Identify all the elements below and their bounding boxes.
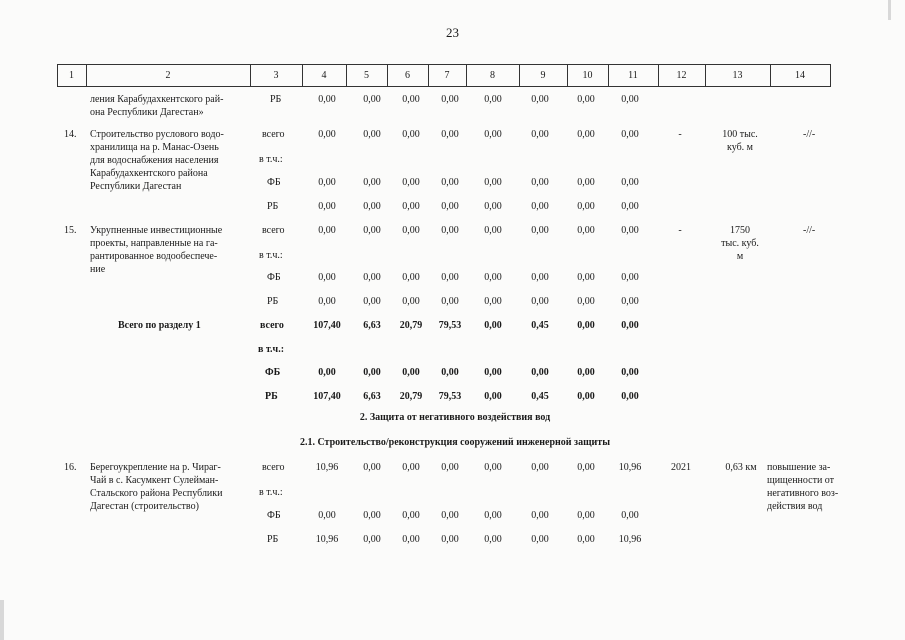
funding-label: в т.ч.: xyxy=(258,344,285,355)
funding-label: всего xyxy=(260,320,284,331)
value-cell: 0,00 xyxy=(577,225,595,236)
value-cell: 0,00 xyxy=(531,296,549,307)
value-cell: 0,00 xyxy=(531,367,549,378)
value-cell: 0,00 xyxy=(402,177,420,188)
value-cell: 0,00 xyxy=(363,225,381,236)
header-cell: 14 xyxy=(795,70,805,81)
scan-artifact xyxy=(888,0,891,20)
capacity-line: тыс. куб. xyxy=(721,238,759,249)
value-cell: 0,45 xyxy=(531,320,549,331)
value-cell: 0,00 xyxy=(531,201,549,212)
value-cell: 0,00 xyxy=(441,367,459,378)
value-cell: 0,00 xyxy=(363,177,381,188)
value-cell: 0,00 xyxy=(621,296,639,307)
value-cell: 0,00 xyxy=(484,534,502,545)
subsection-heading: 2.1. Строительство/реконструкция сооружений инженерной защиты xyxy=(299,437,611,448)
value-cell: 79,53 xyxy=(438,320,462,331)
value-cell: 0,00 xyxy=(484,272,502,283)
value-cell: 0,00 xyxy=(621,367,639,378)
value-cell: 0,00 xyxy=(577,177,595,188)
value-cell: 0,00 xyxy=(484,225,502,236)
value-cell: 0,00 xyxy=(484,320,502,331)
header-cell: 11 xyxy=(628,70,638,81)
value-cell: 0,00 xyxy=(484,201,502,212)
value-cell: 0,00 xyxy=(402,510,420,521)
col14-value: -//- xyxy=(803,129,816,140)
value-cell: 0,00 xyxy=(577,94,595,105)
total-title: Всего по разделу 1 xyxy=(118,320,201,331)
value-cell: 0,00 xyxy=(441,177,459,188)
funding-label: ФБ xyxy=(265,367,281,378)
description-line: рантированное водообеспече- xyxy=(90,251,218,262)
value-cell: 79,53 xyxy=(438,391,462,402)
value-cell: 0,00 xyxy=(577,320,595,331)
col12-value: - xyxy=(678,225,682,236)
description-line: Строительство руслового водо- xyxy=(90,129,224,140)
description-line: она Республики Дагестан» xyxy=(90,107,204,118)
header-cell: 6 xyxy=(405,70,410,81)
purpose-line: щищенности от xyxy=(767,475,835,486)
value-cell: 0,00 xyxy=(484,177,502,188)
value-cell: 0,00 xyxy=(621,272,639,283)
value-cell: 0,00 xyxy=(621,94,639,105)
description-line: хранилища на р. Манас-Озень xyxy=(90,142,219,153)
value-cell: 0,00 xyxy=(441,534,459,545)
funding-label: РБ xyxy=(265,391,278,402)
header-cell: 7 xyxy=(444,70,450,81)
value-cell: 0,00 xyxy=(441,296,459,307)
funding-label: ФБ xyxy=(267,272,281,283)
header-cell: 12 xyxy=(676,70,687,81)
funding-label: РБ xyxy=(270,94,282,105)
value-cell: 20,79 xyxy=(399,320,423,331)
value-cell: 0,00 xyxy=(363,129,381,140)
value-cell: 0,00 xyxy=(363,367,381,378)
description-line: Берегоукрепление на р. Чираг- xyxy=(90,462,221,473)
capacity-line: м xyxy=(736,251,744,262)
value-cell: 6,63 xyxy=(363,320,381,331)
value-cell: 0,00 xyxy=(484,296,502,307)
description-line: проекты, направленные на га- xyxy=(90,238,218,249)
value-cell: 0,00 xyxy=(402,225,420,236)
value-cell: 0,00 xyxy=(621,391,639,402)
value-cell: 0,00 xyxy=(621,225,639,236)
year-value: 2021 xyxy=(671,462,691,473)
header-cell: 10 xyxy=(582,70,593,81)
value-cell: 107,40 xyxy=(313,320,341,331)
description-line: Дагестан (строительство) xyxy=(90,501,199,512)
value-cell: 0,00 xyxy=(318,177,336,188)
value-cell: 0,00 xyxy=(402,462,420,473)
page-number: 23 xyxy=(446,25,459,40)
value-cell: 0,00 xyxy=(441,462,459,473)
value-cell: 0,00 xyxy=(441,272,459,283)
value-cell: 0,00 xyxy=(484,94,502,105)
value-cell: 0,00 xyxy=(402,129,420,140)
value-cell: 0,00 xyxy=(621,510,639,521)
value-cell: 0,00 xyxy=(577,272,595,283)
item-number: 15. xyxy=(64,225,77,236)
funding-label: РБ xyxy=(267,534,279,545)
purpose-line: действия вод xyxy=(767,501,823,512)
funding-label: всего xyxy=(262,225,285,236)
funding-label: РБ xyxy=(267,201,279,212)
value-cell: 107,40 xyxy=(313,391,341,402)
value-cell: 0,00 xyxy=(402,94,420,105)
value-cell: 0,00 xyxy=(441,94,459,105)
header-cell: 9 xyxy=(540,70,546,81)
description-line: ления Карабудахкентского рай- xyxy=(90,94,224,105)
value-cell: 0,00 xyxy=(621,320,639,331)
funding-label: ФБ xyxy=(267,510,281,521)
item-number: 14. xyxy=(64,129,77,140)
value-cell: 0,00 xyxy=(577,201,595,212)
value-cell: 0,00 xyxy=(441,225,459,236)
value-cell: 0,00 xyxy=(363,510,381,521)
value-cell: 0,45 xyxy=(531,391,549,402)
value-cell: 0,00 xyxy=(318,272,336,283)
header-cell: 4 xyxy=(321,70,327,81)
value-cell: 0,00 xyxy=(531,462,549,473)
value-cell: 0,00 xyxy=(318,225,336,236)
value-cell: 10,96 xyxy=(618,534,642,545)
value-cell: 0,00 xyxy=(402,367,420,378)
value-cell: 0,00 xyxy=(577,462,595,473)
value-cell: 0,00 xyxy=(402,534,420,545)
value-cell: 0,00 xyxy=(484,510,502,521)
value-cell: 0,00 xyxy=(363,272,381,283)
value-cell: 0,00 xyxy=(402,201,420,212)
purpose-line: повышение за- xyxy=(767,462,831,473)
value-cell: 0,00 xyxy=(531,272,549,283)
value-cell: 0,00 xyxy=(441,201,459,212)
value-cell: 0,00 xyxy=(484,462,502,473)
description-line: Чай в с. Касумкент Сулейман- xyxy=(90,475,219,486)
value-cell: 0,00 xyxy=(318,367,336,378)
value-cell: 0,00 xyxy=(531,510,549,521)
capacity-line: 100 тыс. xyxy=(722,129,758,140)
header-cell: 5 xyxy=(364,70,369,81)
header-cell: 2 xyxy=(165,70,171,81)
description-line: Карабудахкентского района xyxy=(90,168,208,179)
value-cell: 0,00 xyxy=(531,225,549,236)
value-cell: 0,00 xyxy=(318,510,336,521)
value-cell: 0,00 xyxy=(531,94,549,105)
funding-label: РБ xyxy=(267,296,279,307)
description-line: Стальского района Республики xyxy=(90,488,223,499)
capacity-line: куб. м xyxy=(726,142,753,153)
funding-label: всего xyxy=(262,462,285,473)
value-cell: 0,00 xyxy=(531,534,549,545)
value-cell: 6,63 xyxy=(363,391,381,402)
purpose-line: негативного воз- xyxy=(767,488,839,499)
value-cell: 0,00 xyxy=(577,534,595,545)
value-cell: 0,00 xyxy=(318,201,336,212)
value-cell: 0,00 xyxy=(621,129,639,140)
description-line: ние xyxy=(90,264,106,275)
funding-label: в т.ч.: xyxy=(259,154,283,165)
value-cell: 10,96 xyxy=(315,534,339,545)
value-cell: 0,00 xyxy=(577,391,595,402)
value-cell: 0,00 xyxy=(318,94,336,105)
value-cell: 0,00 xyxy=(577,510,595,521)
header-cell: 8 xyxy=(490,70,495,81)
value-cell: 0,00 xyxy=(363,534,381,545)
funding-label: в т.ч.: xyxy=(259,487,283,498)
value-cell: 0,00 xyxy=(484,129,502,140)
value-cell: 0,00 xyxy=(621,177,639,188)
col12-value: - xyxy=(678,129,682,140)
header-cell: 3 xyxy=(273,70,279,81)
funding-label: всего xyxy=(262,129,285,140)
funding-label: ФБ xyxy=(267,177,281,188)
header-cell: 1 xyxy=(69,70,74,81)
value-cell: 0,00 xyxy=(363,462,381,473)
value-cell: 10,96 xyxy=(315,462,339,473)
value-cell: 0,00 xyxy=(318,296,336,307)
description-line: для водоснабжения населения xyxy=(90,155,219,166)
scan-artifact xyxy=(0,600,4,640)
description-line: Республики Дагестан xyxy=(90,181,182,192)
value-cell: 0,00 xyxy=(363,296,381,307)
capacity-value: 0,63 км xyxy=(725,462,757,473)
value-cell: 0,00 xyxy=(441,129,459,140)
value-cell: 0,00 xyxy=(363,201,381,212)
value-cell: 0,00 xyxy=(402,296,420,307)
value-cell: 0,00 xyxy=(531,129,549,140)
value-cell: 0,00 xyxy=(621,201,639,212)
value-cell: 0,00 xyxy=(402,272,420,283)
value-cell: 0,00 xyxy=(484,391,502,402)
value-cell: 20,79 xyxy=(399,391,423,402)
col14-value: -//- xyxy=(803,225,816,236)
funding-label: в т.ч.: xyxy=(259,250,283,261)
item-number: 16. xyxy=(64,462,77,473)
value-cell: 0,00 xyxy=(577,296,595,307)
value-cell: 0,00 xyxy=(577,367,595,378)
header-cell: 13 xyxy=(732,70,743,81)
section-heading: 2. Защита от негативного воздействия вод xyxy=(359,412,551,423)
value-cell: 0,00 xyxy=(318,129,336,140)
value-cell: 0,00 xyxy=(484,367,502,378)
value-cell: 0,00 xyxy=(577,129,595,140)
value-cell: 10,96 xyxy=(618,462,642,473)
value-cell: 0,00 xyxy=(531,177,549,188)
value-cell: 0,00 xyxy=(363,94,381,105)
description-line: Укрупненные инвестиционные xyxy=(90,225,223,236)
capacity-line: 1750 xyxy=(730,225,750,236)
value-cell: 0,00 xyxy=(441,510,459,521)
